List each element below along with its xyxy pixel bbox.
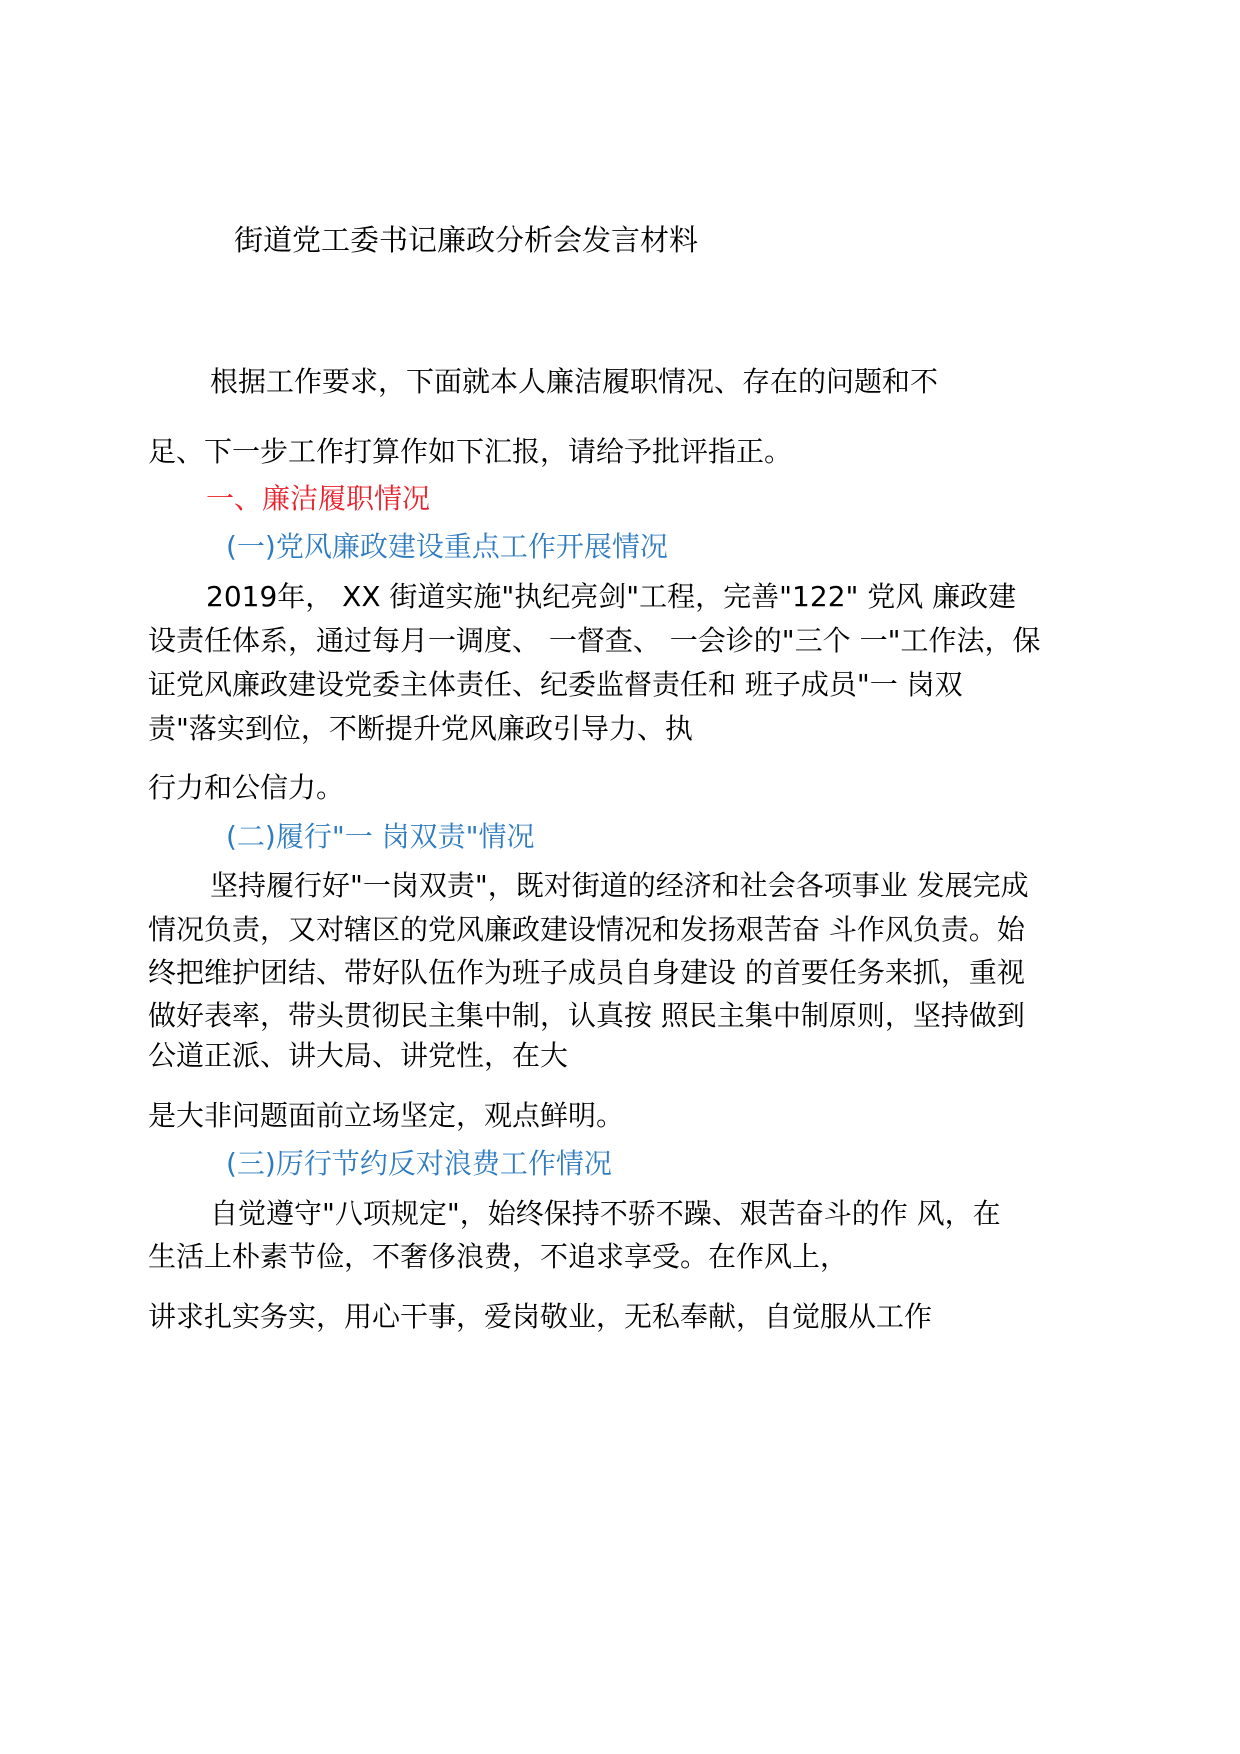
body-line: 设责任体系，通过每月一调度、 一督查、 一会诊的"三个 一"工作法，保 xyxy=(148,624,1041,657)
subsection-heading-1: (一)党风廉政建设重点工作开展情况 xyxy=(226,530,668,563)
body-line: 公道正派、讲大局、讲党性，在大 xyxy=(148,1039,569,1072)
body-line: 讲求扎实务实，用心干事，爱岗敬业，无私奉献，自觉服从工作 xyxy=(148,1300,933,1333)
body-line: 2019年， XX 街道实施"执纪亮剑"工程，完善"122" 党风 廉政建 xyxy=(206,580,1017,613)
subsection-heading-2: (二)履行"一 岗双责"情况 xyxy=(226,820,535,853)
body-line: 行力和公信力。 xyxy=(148,771,345,804)
body-line: 自觉遵守"八项规定"，始终保持不骄不躁、艰苦奋斗的作 风，在 xyxy=(210,1197,1001,1230)
intro-line-2: 足、下一步工作打算作如下汇报，请给予批评指正。 xyxy=(148,435,793,468)
body-line: 终把维护团结、带好队伍作为班子成员自身建设 的首要任务来抓，重视 xyxy=(148,956,1025,989)
body-line: 坚持履行好"一岗双责"，既对街道的经济和社会各项事业 发展完成 xyxy=(210,869,1029,902)
body-line: 是大非问题面前立场坚定，观点鲜明。 xyxy=(148,1099,625,1132)
body-line: 证党风廉政建设党委主体责任、纪委监督责任和 班子成员"一 岗双 xyxy=(148,668,963,701)
body-line: 责"落实到位，不断提升党风廉政引导力、执 xyxy=(148,712,693,745)
section-heading-1: 一、廉洁履职情况 xyxy=(206,482,431,515)
body-line: 生活上朴素节俭，不奢侈浪费，不追求享受。在作风上， xyxy=(148,1240,849,1273)
body-line: 做好表率，带头贯彻民主集中制，认真按 照民主集中制原则，坚持做到 xyxy=(148,999,1025,1032)
subsection-heading-3: (三)厉行节约反对浪费工作情况 xyxy=(226,1147,612,1180)
intro-line-1: 根据工作要求，下面就本人廉洁履职情况、存在的问题和不 xyxy=(210,365,939,398)
document-title: 街道党工委书记廉政分析会发言材料 xyxy=(234,223,699,257)
body-line: 情况负责，又对辖区的党风廉政建设情况和发扬艰苦奋 斗作风负责。始 xyxy=(148,913,1025,946)
